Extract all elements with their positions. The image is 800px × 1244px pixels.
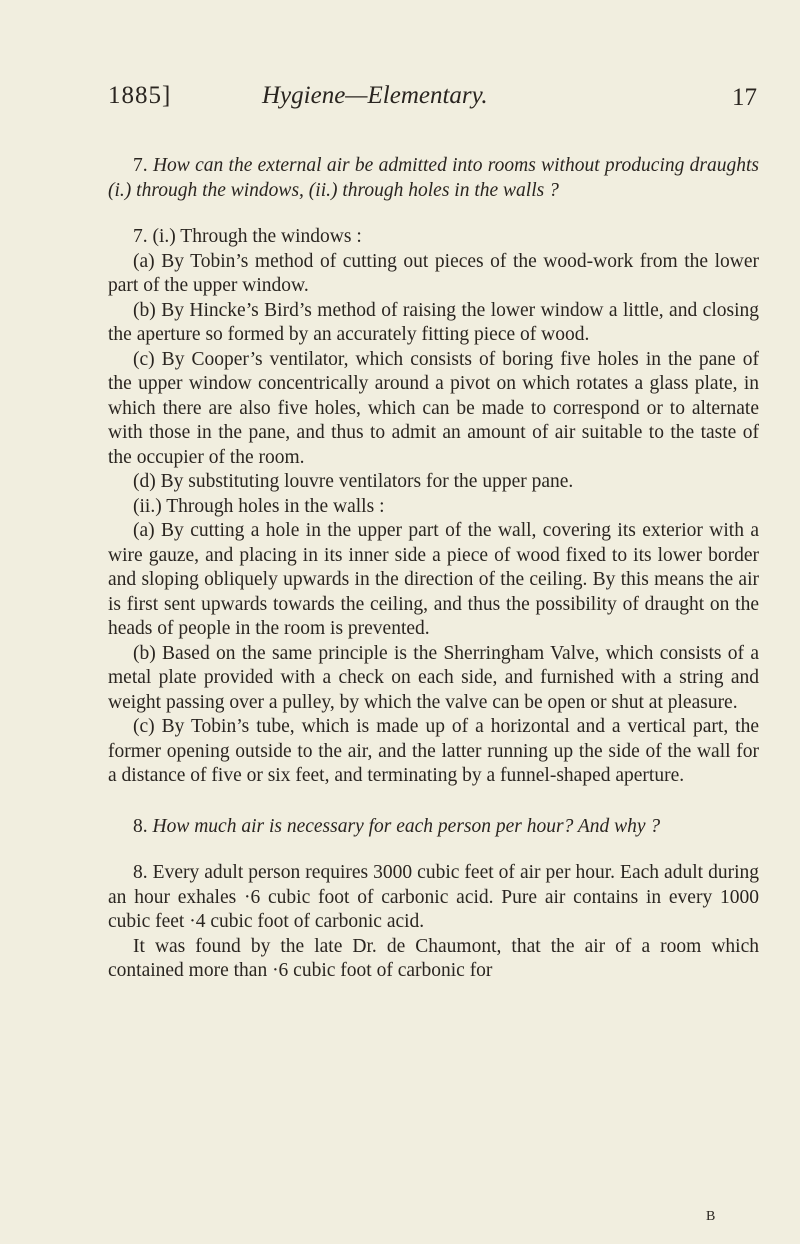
paragraph: (a) By Tobin’s method of cutting out pieces of the wood-work from the lower part of the upper window.	[108, 250, 759, 296]
paragraph: (d) By substituting louvre ventilators for the upper pane.	[133, 471, 574, 492]
running-header	[108, 72, 758, 116]
paragraph: (ii.) Through holes in the walls :	[133, 495, 385, 517]
question-8	[108, 815, 759, 840]
paragraph: 7. (i.) Through the windows :	[133, 226, 362, 247]
paragraph: 8. Every adult person requires 3000 cubic feet of air per hour. Each adult during an hour exhales ·6 cubic foot of carbonic acid. Pure air contains in every 1000 cubic feet ·4 cubic foot of carbonic acid.	[108, 862, 759, 932]
question-text: How much air is necessary for each person per hour? And why ?	[152, 815, 661, 837]
paragraph: (a) By cutting a hole in the upper part of the wall, covering its exterior with a wire gauze, and placing in its inner side a piece of wood fixed to its lower border and sloping obliquely upwards in the direction of the ceiling. By this means the air is first sent upwards towards the ceiling, and thus the possibility of draught on the heads of people in the room is prevented.	[108, 520, 759, 639]
question-text: How can the external air be admitted into rooms without producing draughts (i.) through the windows, (ii.) through holes in the walls ?	[108, 155, 760, 201]
question-number: 8.	[133, 815, 148, 837]
page-number: 17	[732, 84, 757, 111]
paragraph: (b) By Hincke’s Bird’s method of raising the lower window a little, and closing the aperture so formed by an accurately fitting piece of wood.	[108, 299, 759, 345]
paragraph: It was found by the late Dr. de Chaumont, that the air of a room which contained more than ·6 cubic foot of carbonic for	[108, 935, 759, 981]
header-title: Hygiene—Elementary.	[262, 82, 488, 109]
paragraph: (b) Based on the same principle is the Sherringham Valve, which consists of a metal plate provided with a check on each side, and furnished with a string and weight passing over a pulley, by which the valve can be open or shut at pleasure.	[108, 642, 759, 713]
question-number: 7.	[133, 155, 148, 176]
paragraph: (c) By Cooper’s ventilator, which consists of boring five holes in the pane of the upper window concentrically around a pivot on which rotates a glass plate, in which there are also five holes, which can be made to correspond or to alternate with those in the pane, and thus to admit an amount of air suitable to the taste of the occupier of the room.	[108, 348, 759, 468]
paragraph: (c) By Tobin’s tube, which is made up of a horizontal and a vertical part, the former opening outside to the air, and the latter running up the side of the wall for a distance of five or six feet, and terminating by a funnel-shaped aperture.	[108, 716, 759, 786]
signature-mark: B	[706, 1209, 716, 1224]
header-year: 1885]	[108, 82, 172, 109]
page-body	[108, 154, 759, 984]
question-7	[108, 154, 759, 203]
